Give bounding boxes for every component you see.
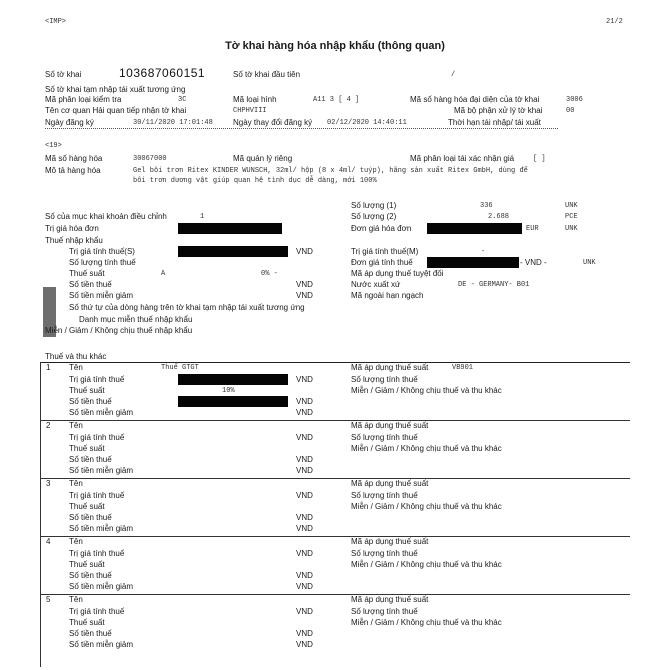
ngay-thay-doi-value: 02/12/2020 14:40:11 bbox=[327, 119, 407, 127]
tax-ma-ap-dung-label: Mã áp dụng thuế suất bbox=[351, 363, 429, 372]
ma-loai-hinh-label: Mã loại hình bbox=[233, 95, 277, 104]
don-gia-unit: UNK bbox=[565, 225, 578, 233]
tax-so-tien-mien-giam-label: Số tiền miễn giảm bbox=[69, 640, 134, 649]
tax-so-tien-mien-giam-label: Số tiền miễn giảm bbox=[69, 466, 134, 475]
tax-ten-label: Tên bbox=[69, 363, 83, 372]
so-luong-2-unit: PCE bbox=[565, 213, 578, 221]
tax-so-luong-label: Số lượng tính thuế bbox=[351, 491, 418, 500]
tax-row-divider bbox=[40, 420, 630, 421]
so-tien-mien-giam-label: Số tiền miễn giảm bbox=[69, 291, 134, 300]
tax-row-divider bbox=[40, 536, 630, 537]
tri-gia-tinh-thue-s-label: Trị giá tính thuế(S) bbox=[69, 247, 135, 256]
thue-suat-value: 0% - bbox=[261, 270, 278, 278]
so-luong-2-label: Số lượng (2) bbox=[351, 212, 397, 221]
tax-vnd: VND bbox=[296, 491, 313, 500]
ap-dung-tuyet-doi-label: Mã áp dụng thuế tuyệt đối bbox=[351, 269, 444, 278]
ngay-dang-ky-label: Ngày đăng ký bbox=[45, 118, 94, 127]
tax-mien-giam-label: Miễn / Giảm / Không chịu thuế và thu khác bbox=[351, 386, 502, 395]
thue-thu-khac-label: Thuế và thu khác bbox=[45, 352, 107, 361]
tax-so-tien-mien-giam-label: Số tiền miễn giảm bbox=[69, 524, 134, 533]
so-to-khai-dau-tien-label: Số tờ khai đầu tiên bbox=[233, 70, 301, 79]
so-luong-1-value: 336 bbox=[480, 202, 493, 210]
don-gia-tinh-thue-label: Đơn giá tính thuế bbox=[351, 258, 413, 267]
tax-tri-gia-label: Trị giá tính thuế bbox=[69, 607, 125, 616]
tax-so-luong-label: Số lượng tính thuế bbox=[351, 607, 418, 616]
form-code: <IMP> bbox=[45, 18, 67, 26]
tax-row-divider bbox=[40, 594, 630, 595]
so-to-khai-label: Số tờ khai bbox=[45, 70, 82, 79]
tax-mien-giam-label: Miễn / Giảm / Không chịu thuế và thu khác bbox=[351, 618, 502, 627]
item-index: <19> bbox=[45, 142, 62, 150]
tax-mien-giam-label: Miễn / Giảm / Không chịu thuế và thu khác bbox=[351, 560, 502, 569]
tax-mien-giam-label: Miễn / Giảm / Không chịu thuế và thu khác bbox=[351, 444, 502, 453]
mo-ta-line-1: Gel bôi trơn Ritex KINDER WUNSCH, 32ml/ hộp (8 x 4ml/ tuýp), hãng sản xuất Ritex GmbH, dùng để bbox=[133, 167, 528, 175]
tax-row-divider bbox=[40, 478, 630, 479]
ma-so-hang-hoa-value: 30067000 bbox=[133, 155, 167, 163]
ngay-thay-doi-label: Ngày thay đổi đăng ký bbox=[233, 118, 313, 127]
phan-loai-kiem-tra-label: Mã phân loại kiểm tra bbox=[45, 95, 122, 104]
tax-vnd: VND bbox=[296, 524, 313, 533]
so-tien-thue-label: Số tiền thuế bbox=[69, 280, 112, 289]
section-left-line bbox=[40, 362, 41, 667]
redacted-tax-so-tien bbox=[178, 396, 288, 407]
thue-suat-label: Thuế suất bbox=[69, 269, 105, 278]
tax-ten-label: Tên bbox=[69, 421, 83, 430]
thoi-han-label: Thời hạn tái nhập/ tái xuất bbox=[448, 118, 541, 127]
tax-row-number: 1 bbox=[46, 363, 51, 372]
so-luong-1-unit: UNK bbox=[565, 202, 578, 210]
don-gia-hoa-don-label: Đơn giá hóa đơn bbox=[351, 224, 412, 233]
tax-so-tien-thue-label: Số tiền thuế bbox=[69, 455, 112, 464]
so-luong-2-value: 2.688 bbox=[488, 213, 510, 221]
dai-dien-value: 3006 bbox=[566, 96, 583, 104]
tax-vnd: VND bbox=[296, 571, 313, 580]
don-gia-tinh-thue-suffix: - VND - bbox=[520, 258, 547, 267]
co-quan-hq-label: Tên cơ quan Hải quan tiếp nhận tờ khai bbox=[45, 106, 187, 115]
tax-thue-suat-label: Thuế suất bbox=[69, 618, 105, 627]
tax-ma-ap-dung-value: VB901 bbox=[452, 364, 474, 372]
tax-vnd: VND bbox=[296, 466, 313, 475]
tax-tri-gia-label: Trị giá tính thuế bbox=[69, 433, 125, 442]
tax-thue-suat-value: 10% bbox=[222, 387, 235, 395]
tax-so-luong-label: Số lượng tính thuế bbox=[351, 549, 418, 558]
tax-row-number: 4 bbox=[46, 537, 51, 546]
tax-vnd: VND bbox=[296, 397, 313, 406]
tax-vnd: VND bbox=[296, 549, 313, 558]
tax-so-tien-thue-label: Số tiền thuế bbox=[69, 513, 112, 522]
slash: / bbox=[451, 71, 456, 79]
bo-phan-xu-ly-value: 00 bbox=[566, 107, 575, 115]
tai-xac-nhan-label: Mã phân loại tái xác nhận giá bbox=[410, 154, 515, 163]
tax-so-tien-mien-giam-label: Số tiền miễn giảm bbox=[69, 408, 134, 417]
tax-vnd: VND bbox=[296, 433, 313, 442]
section-top-line bbox=[40, 362, 630, 363]
tai-xac-nhan-value: [ ] bbox=[533, 155, 546, 163]
tax-thue-suat-label: Thuế suất bbox=[69, 444, 105, 453]
mo-ta-line-2: bôi trơn dương vật giúp quan hệ tình dục dễ dàng, mới 100% bbox=[133, 177, 377, 185]
tax-ten-label: Tên bbox=[69, 537, 83, 546]
tax-ten-label: Tên bbox=[69, 595, 83, 604]
danh-muc-mien-thue-label: Danh mục miễn thuế nhập khẩu bbox=[79, 315, 193, 324]
don-gia-currency: EUR bbox=[526, 225, 539, 233]
tax-ten-label: Tên bbox=[69, 479, 83, 488]
dai-dien-label: Mã số hàng hóa đại diện của tờ khai bbox=[410, 95, 540, 104]
so-to-khai-value: 103687060151 bbox=[119, 66, 206, 80]
tax-tri-gia-label: Trị giá tính thuế bbox=[69, 375, 125, 384]
so-thu-tu-dong-label: Số thứ tự của dòng hàng trên tờ khai tạm nhập tái xuất tương ứng bbox=[69, 303, 305, 312]
page-number: 21/2 bbox=[606, 18, 623, 26]
vnd-3: VND bbox=[296, 291, 313, 300]
tax-so-tien-thue-label: Số tiền thuế bbox=[69, 571, 112, 580]
don-gia-tinh-thue-unit: UNK bbox=[583, 259, 596, 267]
tax-vnd: VND bbox=[296, 455, 313, 464]
tax-row-number: 2 bbox=[46, 421, 51, 430]
tax-vnd: VND bbox=[296, 640, 313, 649]
tax-mien-giam-label: Miễn / Giảm / Không chịu thuế và thu khác bbox=[351, 502, 502, 511]
tax-so-tien-thue-label: Số tiền thuế bbox=[69, 397, 112, 406]
tax-vnd: VND bbox=[296, 513, 313, 522]
tax-vnd: VND bbox=[296, 629, 313, 638]
document-title: Tờ khai hàng hóa nhập khẩu (thông quan) bbox=[225, 40, 445, 52]
tax-row-number: 3 bbox=[46, 479, 51, 488]
tax-thue-suat-label: Thuế suất bbox=[69, 386, 105, 395]
tax-so-luong-label: Số lượng tính thuế bbox=[351, 433, 418, 442]
phan-loai-kiem-tra-value: 3C bbox=[178, 96, 187, 104]
redacted-tri-gia-hoa-don bbox=[178, 223, 282, 234]
mien-giam-nk-label: Miễn / Giảm / Không chịu thuế nhập khẩu bbox=[45, 326, 193, 335]
tri-gia-tinh-thue-m-label: Trị giá tính thuế(M) bbox=[351, 247, 419, 256]
tax-so-tien-thue-label: Số tiền thuế bbox=[69, 629, 112, 638]
ma-so-hang-hoa-label: Mã số hàng hóa bbox=[45, 154, 103, 163]
ma-loai-hinh-value: A11 3 [ 4 ] bbox=[313, 96, 360, 104]
tax-vnd: VND bbox=[296, 607, 313, 616]
tam-nhap-label: Số tờ khai tạm nhập tái xuất tương ứng bbox=[45, 85, 186, 94]
tax-row-number: 5 bbox=[46, 595, 51, 604]
redacted-tax-tri-gia bbox=[178, 374, 288, 385]
redacted-don-gia-hoa-don bbox=[427, 223, 522, 234]
so-luong-1-label: Số lượng (1) bbox=[351, 201, 397, 210]
tax-ma-ap-dung-label: Mã áp dụng thuế suất bbox=[351, 479, 429, 488]
so-luong-tinh-thue-label: Số lượng tính thuế bbox=[69, 258, 136, 267]
tax-vnd: VND bbox=[296, 408, 313, 417]
tax-thue-suat-label: Thuế suất bbox=[69, 560, 105, 569]
redacted-don-gia-tinh-thue bbox=[427, 257, 519, 268]
tax-ma-ap-dung-label: Mã áp dụng thuế suất bbox=[351, 537, 429, 546]
tri-gia-m-dash: - bbox=[481, 248, 486, 256]
nuoc-xuat-xu-value: DE - GERMANY- B01 bbox=[458, 281, 530, 289]
mo-ta-label: Mô tả hàng hóa bbox=[45, 166, 101, 175]
ngay-dang-ky-value: 30/11/2020 17:01:48 bbox=[133, 119, 213, 127]
redacted-tri-gia-tinh-thue-s bbox=[178, 246, 288, 257]
tax-tri-gia-label: Trị giá tính thuế bbox=[69, 491, 125, 500]
tax-ma-ap-dung-label: Mã áp dụng thuế suất bbox=[351, 421, 429, 430]
thue-suat-code: A bbox=[161, 270, 166, 278]
so-muc-khai-label: Số của mục khai khoản điều chỉnh bbox=[45, 212, 167, 221]
nuoc-xuat-xu-label: Nước xuất xứ bbox=[351, 280, 401, 289]
tax-so-tien-mien-giam-label: Số tiền miễn giảm bbox=[69, 582, 134, 591]
tax-tri-gia-label: Trị giá tính thuế bbox=[69, 549, 125, 558]
tax-thue-suat-label: Thuế suất bbox=[69, 502, 105, 511]
bo-phan-xu-ly-label: Mã bộ phận xử lý tờ khai bbox=[454, 106, 543, 115]
quan-ly-rieng-label: Mã quản lý riêng bbox=[233, 154, 293, 163]
tax-vnd: VND bbox=[296, 375, 313, 384]
general-divider bbox=[45, 128, 558, 129]
tax-ten-value: Thuế GTGT bbox=[161, 364, 199, 372]
tax-vnd: VND bbox=[296, 582, 313, 591]
vnd-1: VND bbox=[296, 247, 313, 256]
thue-nk-label: Thuế nhập khẩu bbox=[45, 236, 103, 245]
so-muc-khai-value: 1 bbox=[200, 213, 205, 221]
tax-ma-ap-dung-label: Mã áp dụng thuế suất bbox=[351, 595, 429, 604]
co-quan-hq-value: CHPHVIII bbox=[233, 107, 267, 115]
ngoai-han-ngach-label: Mã ngoài hạn ngạch bbox=[351, 291, 424, 300]
tax-so-luong-label: Số lượng tính thuế bbox=[351, 375, 418, 384]
vnd-2: VND bbox=[296, 280, 313, 289]
tri-gia-hoa-don-label: Trị giá hóa đơn bbox=[45, 224, 99, 233]
